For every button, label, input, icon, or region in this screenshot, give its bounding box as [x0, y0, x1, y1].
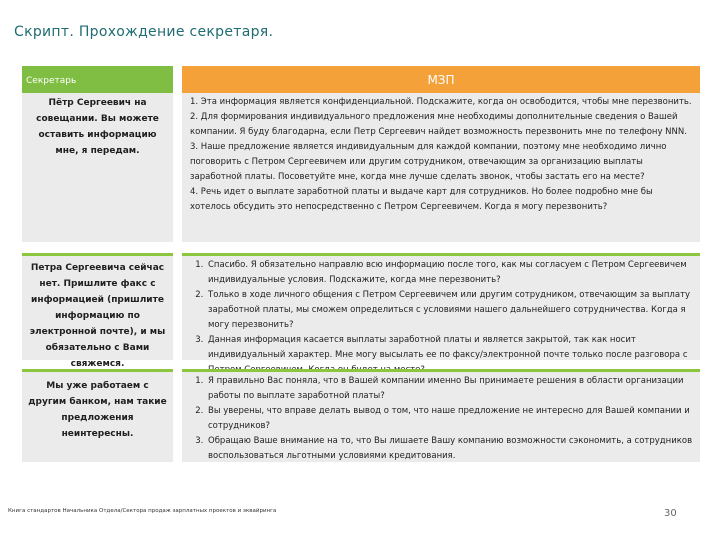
secretary-phrase-2: Петра Сергеевича сейчас нет. Пришлите факс с информацией (пришлите информацию по электронной почте), и мы обязательно с Вами свяжемся. [22, 256, 173, 360]
response-3-2: 2. Вы уверены, что вправе делать вывод о том, что наше предложение не интересно для Вашей компании и сотрудников? [206, 404, 694, 434]
footer-note: Книга стандартов Начальника Отдела/Сектора продаж зарплатных проектов и эквайринга [8, 508, 277, 514]
response-1-2: 2. Для формирования индивидуального предложения мне необходимы дополнительные сведения о Вашей компании. Я буду благодарна, если Петр Сергеевич найдет возможность перезвонить мне по телефону NNN. [190, 112, 687, 137]
response-block-1 [182, 93, 700, 242]
page-number: 30 [664, 508, 677, 519]
response-1-4: 4. Речь идет о выплате заработной платы и выдаче карт для сотрудников. Но более подробно мне бы хотелось обсудить это непосредственно с Петром Сергеевичем. Когда я могу перезвонить? [190, 187, 653, 212]
response-block-3 [182, 372, 700, 462]
response-2-2: 2. Только в ходе личного общения с Петром Сергеевичем или другим сотрудником, отвечающим за выплату заработной платы, мы сможем определиться с условиями нашего дальнейшего сотрудничества. Когда я могу перезвонить? [206, 288, 694, 333]
response-3-3: 3. Обращаю Ваше внимание на то, что Вы лишаете Вашу компанию возможности сэкономить, а сотрудников воспользоваться льготными условиями кредитования. [206, 434, 694, 464]
response-2-3: 3. Данная информация касается выплаты заработной платы и является закрытой, так как носит индивидуальный характер. Мне могу высылать ее по факсу/электронной почте только после разговора с [206, 333, 694, 378]
response-2-1: 1. Спасибо. Я обязательно направлю всю информацию после того, как мы согласуем с Петром Сергеевичем индивидуальные условия. Подскажите, когда мне перезвонить? [206, 258, 694, 288]
page-title: Скрипт. Прохождение секретаря. [14, 24, 274, 40]
response-3-1: 1. Я правильно Вас поняла, что в Вашей компании именно Вы принимаете решения в области организации работы по выплате заработной платы? [206, 374, 694, 404]
secretary-column-header: Секретарь [22, 66, 173, 93]
response-1-1: 1. Эта информация является конфиденциальной. Подскажите, когда он освободится, чтобы мне перезвонить. [190, 97, 692, 107]
secretary-phrase-3: Мы уже работаем с другим банком, нам такие предложения неинтересны. [22, 372, 173, 462]
response-1-3: 3. Наше предложение является индивидуальным для каждой компании, поэтому мне необходимо лично поговорить с Петром Сергеевичем или другим сотрудником, отвечающим за организацию выплаты заработной платы. Посоветуйте мне, когда мне лучше сделать звонок, чтобы застать его на месте? [190, 142, 667, 182]
response-block-2 [182, 256, 700, 360]
mzp-column-header: МЗП [182, 66, 700, 93]
secretary-phrase-1: Пётр Сергеевич на совещании. Вы можете оставить информацию мне, я передам. [22, 93, 173, 242]
